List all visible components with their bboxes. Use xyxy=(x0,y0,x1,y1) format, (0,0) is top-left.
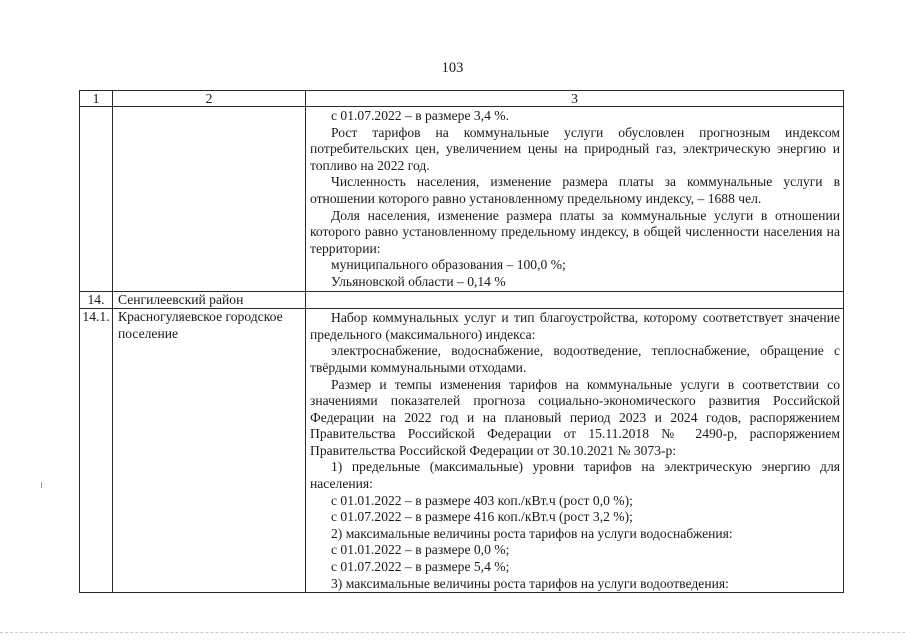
table-row-section xyxy=(80,291,844,309)
subsection-content-cell xyxy=(306,309,844,593)
table-row-subsection xyxy=(80,309,844,593)
paragraph: Рост тарифов на коммунальные услуги обусловлен прогнозным индексом потребительских цен, увеличением цены на природный газ, электрическую энергию и топливо на 2022 год. xyxy=(310,124,840,173)
paragraph: электроснабжение, водоснабжение, водоотведение, теплоснабжение, обращение с твёрдыми коммунальными отходами. xyxy=(310,343,840,375)
paragraph: 1) предельные (максимальные) уровни тарифов на электрическую энергию для населения: xyxy=(310,459,840,492)
paragraph: с 01.07.2022 – в размере 5,4 %; xyxy=(331,559,510,575)
paragraph: с 01.07.2022 – в размере 3,4 %. xyxy=(331,108,509,123)
paragraph: 2) максимальные величины роста тарифов на услуги водоснабжения: xyxy=(331,525,733,541)
row-name-cell xyxy=(113,107,306,292)
section-name: Сенгилеевский район xyxy=(113,291,306,309)
scan-edge-line xyxy=(0,632,905,633)
section-number: 14. xyxy=(80,291,113,309)
paragraph: Численность населения, изменение размера платы за коммунальные услуги в отношении которого равно установленному предельному индексу, – 1688 чел. xyxy=(310,174,840,206)
tariff-table xyxy=(79,90,844,593)
column-header-1: 1 xyxy=(80,91,113,107)
column-header-2: 2 xyxy=(113,91,306,107)
scan-mark xyxy=(41,482,45,488)
subsection-number: 14.1. xyxy=(80,309,113,593)
paragraph: с 01.01.2022 – в размере 403 коп./кВт.ч (рост 0,0 %); xyxy=(331,492,633,508)
row-number-cell xyxy=(80,107,113,292)
column-header-3: 3 xyxy=(306,91,844,107)
paragraph: Доля населения, изменение размера платы за коммунальные услуги в отношении которого равно установленному предельному индексу, в общей численности населения на территории: xyxy=(310,207,840,256)
subsection-name: Красногуляевское городское поселение xyxy=(113,309,306,593)
page-number: 103 xyxy=(441,60,464,76)
row-content-cell xyxy=(306,107,844,292)
table-header-row xyxy=(80,91,844,107)
paragraph: Ульяновской области – 0,14 % xyxy=(331,273,506,289)
section-content-cell xyxy=(306,291,844,309)
paragraph: муниципального образования – 100,0 %; xyxy=(331,257,566,273)
paragraph: Набор коммунальных услуг и тип благоустройства, которому соответствует значение предельного (максимального) индекса: xyxy=(310,310,840,342)
paragraph: 3) максимальные величины роста тарифов на услуги водоотведения: xyxy=(331,575,729,591)
paragraph: с 01.07.2022 – в размере 416 коп./кВт.ч (рост 3,2 %); xyxy=(331,509,633,525)
table-row-continuation xyxy=(80,107,844,292)
paragraph: Размер и темпы изменения тарифов на коммунальные услуги в соответствии со значениями показателей прогноза социально-экономического развития Российской Федерации на 2022 год и на плановый период 2023 и 2024 годов, распоряжением Правительства Российской Федерации от 15.11.2018 № 2490-р, распоряжением Правительства Российской Федерации от 30.10.2021 № 3073-р: xyxy=(310,376,840,458)
paragraph: с 01.01.2022 – в размере 0,0 %; xyxy=(331,542,510,558)
